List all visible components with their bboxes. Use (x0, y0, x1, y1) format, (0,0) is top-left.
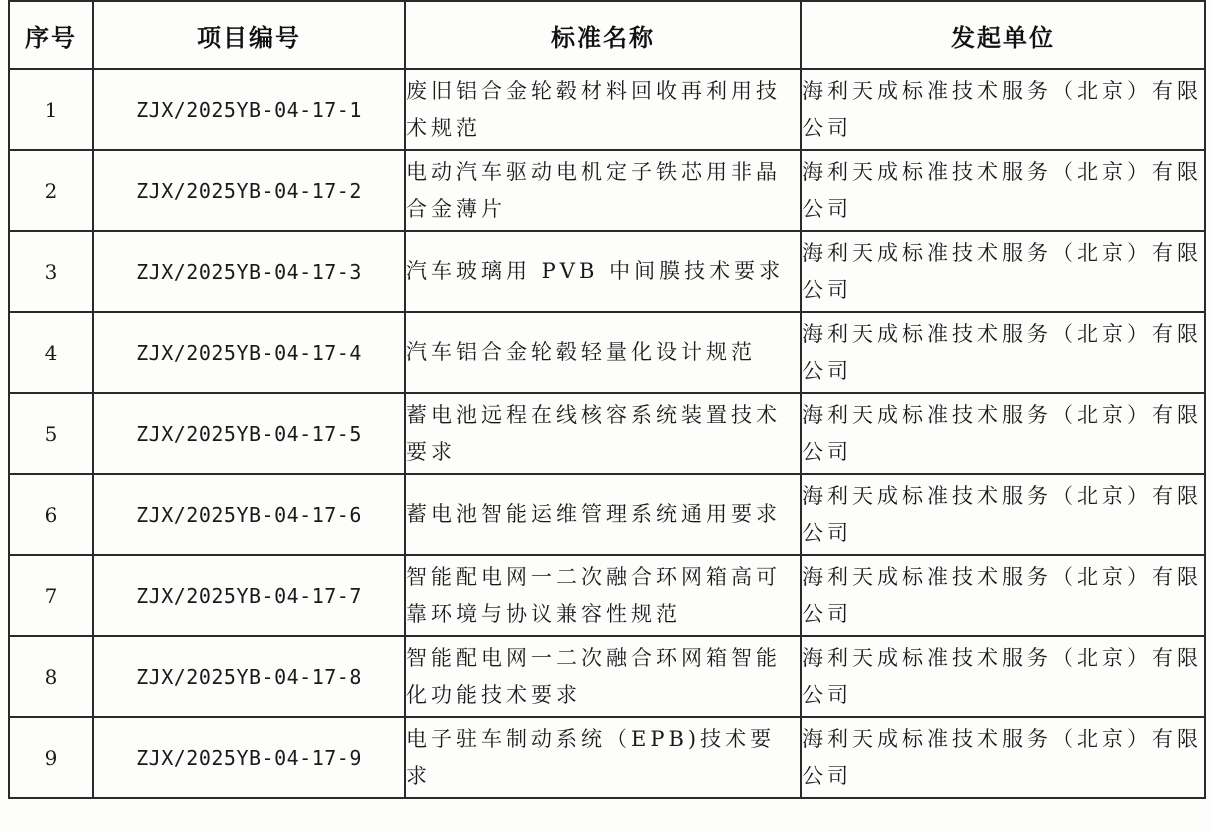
table-row (9, 231, 1205, 312)
project-code-cell: ZJX/2025YB-04-17-7 (93, 555, 405, 636)
table-row (9, 393, 1205, 474)
table-row (9, 717, 1205, 798)
standard-name-cell: 汽车玻璃用 PVB 中间膜技术要求 (405, 231, 801, 312)
initiating-org-cell: 海利天成标准技术服务（北京）有限公司 (801, 555, 1205, 636)
table-row (9, 312, 1205, 393)
table-row (9, 150, 1205, 231)
initiating-org-cell: 海利天成标准技术服务（北京）有限公司 (801, 474, 1205, 555)
standard-name-cell: 蓄电池智能运维管理系统通用要求 (405, 474, 801, 555)
project-code-cell: ZJX/2025YB-04-17-4 (93, 312, 405, 393)
initiating-org-cell: 海利天成标准技术服务（北京）有限公司 (801, 717, 1205, 798)
project-code-cell: ZJX/2025YB-04-17-9 (93, 717, 405, 798)
project-code-cell: ZJX/2025YB-04-17-3 (93, 231, 405, 312)
header-project-code: 项目编号 (93, 1, 405, 69)
standard-name-cell: 智能配电网一二次融合环网箱智能化功能技术要求 (405, 636, 801, 717)
project-code-cell: ZJX/2025YB-04-17-1 (93, 69, 405, 150)
standards-table (8, 0, 1206, 799)
serial-no-cell: 5 (9, 393, 93, 474)
table-row (9, 69, 1205, 150)
standard-name-cell: 电动汽车驱动电机定子铁芯用非晶合金薄片 (405, 150, 801, 231)
serial-no-cell: 4 (9, 312, 93, 393)
header-initiating-org: 发起单位 (801, 1, 1205, 69)
serial-no-cell: 1 (9, 69, 93, 150)
standard-name-cell: 智能配电网一二次融合环网箱高可靠环境与协议兼容性规范 (405, 555, 801, 636)
table-row (9, 555, 1205, 636)
project-code-cell: ZJX/2025YB-04-17-5 (93, 393, 405, 474)
initiating-org-cell: 海利天成标准技术服务（北京）有限公司 (801, 231, 1205, 312)
standard-name-cell: 蓄电池远程在线核容系统装置技术要求 (405, 393, 801, 474)
standard-name-cell: 电子驻车制动系统（EPB)技术要求 (405, 717, 801, 798)
header-serial-no: 序号 (9, 1, 93, 69)
initiating-org-cell: 海利天成标准技术服务（北京）有限公司 (801, 69, 1205, 150)
standard-name-cell: 废旧铝合金轮毂材料回收再利用技术规范 (405, 69, 801, 150)
serial-no-cell: 7 (9, 555, 93, 636)
table-row (9, 636, 1205, 717)
serial-no-cell: 2 (9, 150, 93, 231)
table-header-row (9, 1, 1205, 69)
standard-name-cell: 汽车铝合金轮毂轻量化设计规范 (405, 312, 801, 393)
project-code-cell: ZJX/2025YB-04-17-6 (93, 474, 405, 555)
serial-no-cell: 9 (9, 717, 93, 798)
initiating-org-cell: 海利天成标准技术服务（北京）有限公司 (801, 312, 1205, 393)
table-row (9, 474, 1205, 555)
serial-no-cell: 6 (9, 474, 93, 555)
header-standard-name: 标准名称 (405, 1, 801, 69)
project-code-cell: ZJX/2025YB-04-17-2 (93, 150, 405, 231)
initiating-org-cell: 海利天成标准技术服务（北京）有限公司 (801, 393, 1205, 474)
serial-no-cell: 8 (9, 636, 93, 717)
initiating-org-cell: 海利天成标准技术服务（北京）有限公司 (801, 150, 1205, 231)
project-code-cell: ZJX/2025YB-04-17-8 (93, 636, 405, 717)
serial-no-cell: 3 (9, 231, 93, 312)
initiating-org-cell: 海利天成标准技术服务（北京）有限公司 (801, 636, 1205, 717)
